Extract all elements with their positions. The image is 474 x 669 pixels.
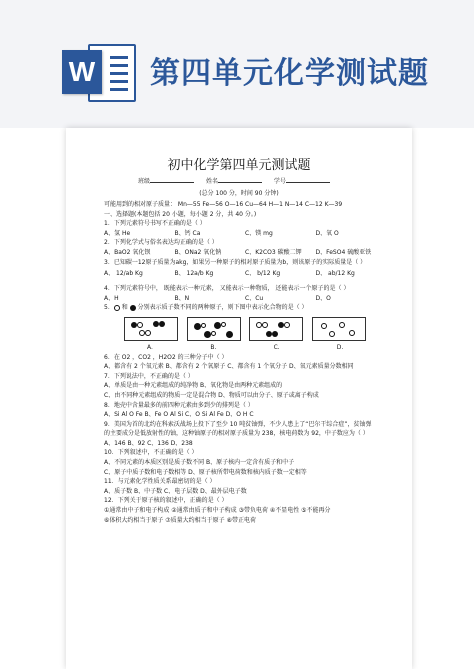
diagram-label: C. — [273, 343, 280, 351]
name-blank — [218, 182, 262, 183]
class-label: 班级 — [138, 178, 151, 185]
section-heading: 一、选择题(本题包括 20 小题，每小题 2 分，共 40 分。) — [104, 210, 257, 218]
question-line: 7．下列说法中，不正确的是（ ） — [104, 372, 194, 380]
question-1-options — [104, 229, 386, 239]
diagram-d — [312, 317, 366, 341]
atomic-mass-note: 可能用到的相对原子质量： Mn—55 Fe—56 O—16 Cu—64 H—1 N—14 C—12 K—39 — [104, 201, 343, 208]
option: A、 12/ab Kg — [104, 270, 143, 278]
word-badge: W — [62, 50, 102, 94]
question-line: A、Si Al O Fe B、Fe O Al Si C、O Si Al Fe D、O H C — [104, 411, 254, 419]
option: B、 12a/b Kg — [174, 270, 214, 278]
question-line: 10．下列叙述中，不正确的是（ ） — [104, 449, 198, 457]
question-2: 2．下列化学式与俗名表达均正确的是（ ） — [104, 239, 218, 247]
option: C、 b/12 Kg — [245, 270, 281, 278]
diagram-b — [187, 317, 241, 341]
student-info-fields — [66, 176, 412, 185]
question-4-options — [104, 294, 386, 304]
question-line: 9．美国为首的北约在科索沃战场上投下了至少 10 吨贫铀弹，不少人患上了“巴尔干综合症”，贫铀弹 — [104, 420, 372, 428]
question-line: C、由不同种元素组成的物质一定是混合物 D、物质可以由分子、原子或离子构成 — [104, 391, 319, 399]
question-content — [104, 200, 386, 525]
word-icon — [62, 40, 136, 102]
question-3-options — [104, 267, 386, 281]
option: B、钙 Ca — [174, 229, 201, 237]
option: B、N — [174, 294, 190, 302]
question-line: 8．地壳中含量最多的前四种元素由多到少的排列是（ ） — [104, 401, 254, 409]
option: D、 ab/12 Kg — [315, 270, 355, 278]
diagram-label: D. — [336, 343, 344, 351]
option: C、Cu — [245, 294, 264, 302]
molecule-diagrams — [104, 317, 386, 341]
document-page — [66, 128, 412, 669]
question-line: ⑥体积大约相当于原子 ⑦质量大约相当于原子 ⑧带正电荷 — [104, 516, 256, 524]
question-4: 4．下列元素符号中， 既能表示一种元素， 又能表示一种物质， 还能表示一个原子的是（ ） — [104, 285, 350, 293]
document-title: 初中化学第四单元测试题 — [167, 158, 311, 173]
class-blank — [150, 182, 194, 183]
question-line: 6．在 O2 ，CO2 ，H2O2 的三种分子中（ ） — [104, 353, 228, 361]
option: C、镁 mg — [245, 229, 273, 237]
option: A、BaO2 氧化钡 — [104, 248, 151, 256]
question-line: A、单质是由一种元素组成的纯净物 B、氧化物是由两种元素组成的 — [104, 382, 283, 390]
question-line: ①通常由中子和电子构成 ②通常由质子和中子构成 ③带负电荷 ④不显电性 ⑤不能再分 — [104, 507, 331, 515]
score-note: (总分 100 分，时间 90 分钟) — [199, 190, 279, 197]
question-2-options — [104, 248, 386, 258]
diagram-a — [124, 317, 178, 341]
question-line: A、146 B、92 C、136 D、238 — [104, 439, 193, 447]
question-3: 3．已知碳一12原子质量为akg，如果另一种原子的相对原子质量为b，则该原子的实际质量是（ ） — [104, 258, 367, 266]
question-line: 12．下列关于原子核的叙述中，正确的是（ ） — [104, 497, 228, 505]
question-5: 5． 和 分别表示质子数不同的两种原子，则下图中表示化合物的是（ ） — [104, 304, 308, 312]
question-line: C、原子中质子数和电子数相等 D、原子核所带电荷数和核内质子数一定相等 — [104, 468, 307, 476]
question-line: A、质子数 B、中子数 C、电子层数 D、最外层电子数 — [104, 487, 247, 495]
question-line: A、都含有 2 个氧元素 B、都含有 2 个氧原子 C、都含有 1 个氧分子 D、氧元素质量分数相同 — [104, 363, 354, 371]
question-line: 11．与元素化学性质关系最密切的是（ ） — [104, 478, 216, 486]
diagram-labels — [104, 343, 386, 353]
option: A、氢 He — [104, 229, 131, 237]
option: D、FeSO4 硫酸亚铁 — [315, 248, 372, 256]
question-line: 的主要成分是低放射性的铀，这种铀原子的相对原子质量为 238，核电荷数为 92，中子数应为（ ） — [104, 430, 369, 438]
diagram-c — [249, 317, 303, 341]
option: B、ONa2 氧化钠 — [174, 248, 222, 256]
option: D、氧 O — [315, 229, 339, 237]
diagram-label: B. — [210, 343, 217, 351]
option: A、H — [104, 294, 119, 302]
banner — [0, 0, 474, 128]
name-label: 姓名 — [205, 178, 218, 185]
option: C、K2CO3 碳酸二钾 — [245, 248, 302, 256]
question-1: 1．下列元素符号书写不正确的是（ ） — [104, 220, 206, 228]
id-blank — [286, 182, 330, 183]
question-line: A、不同元素的本质区别是质子数不同 B、原子核内一定含有质子和中子 — [104, 459, 295, 467]
option: D、O — [315, 294, 331, 302]
banner-title: 第四单元化学测试题 — [150, 56, 429, 91]
diagram-label: A. — [147, 343, 153, 351]
id-label: 学号 — [273, 178, 286, 185]
